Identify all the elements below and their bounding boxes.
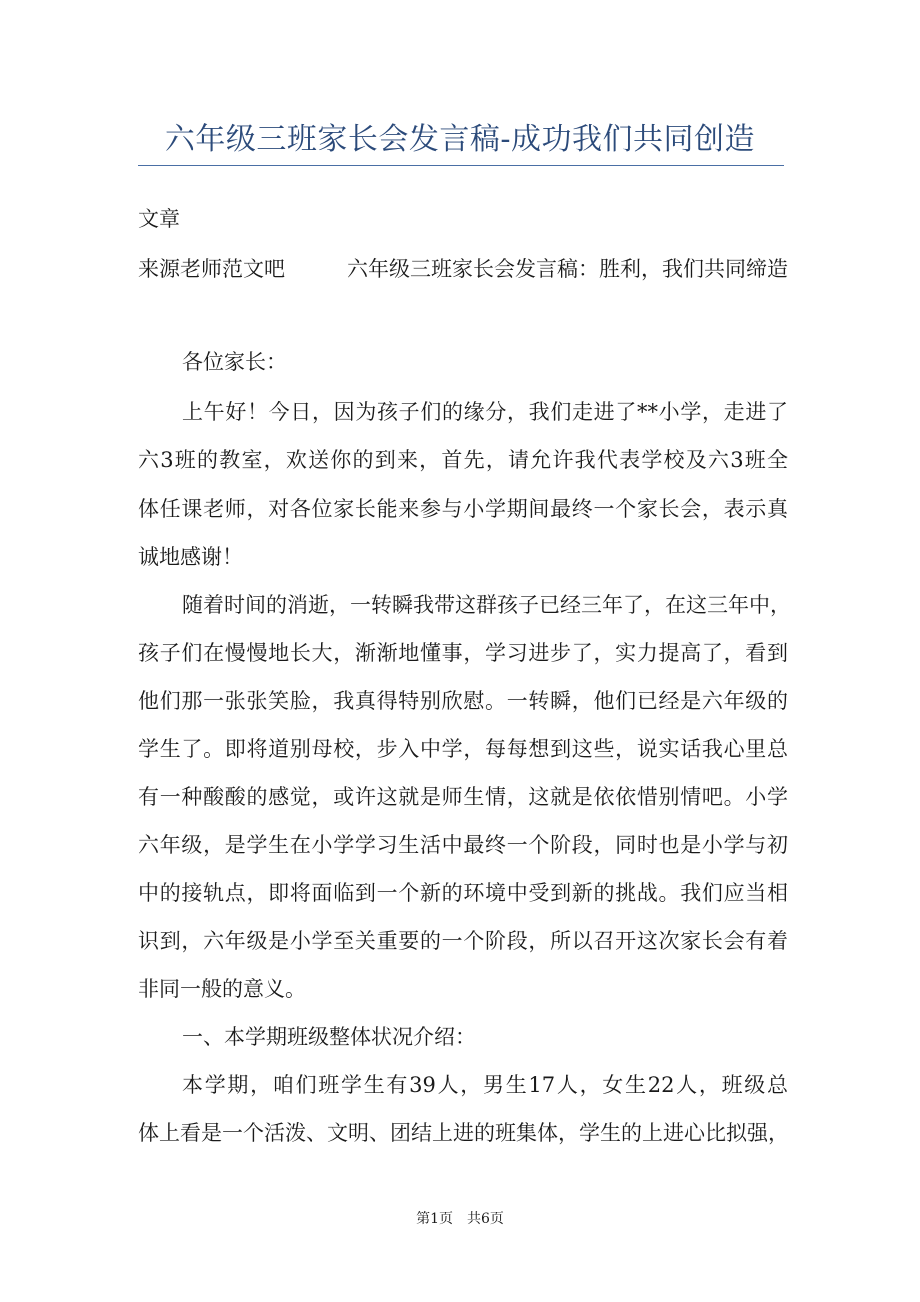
paragraph-line: 他们那一张张笑脸，我真得特别欣慰。一转瞬，他们已经是六年级的 — [138, 689, 788, 713]
title-divider — [138, 165, 784, 166]
meta-line-2 — [138, 253, 788, 283]
paragraph-line: 中的接轨点，即将面临到一个新的环境中受到新的挑战。我们应当相 — [138, 881, 788, 905]
section-heading: 一、本学期班级整体状况介绍： — [182, 1025, 476, 1049]
paragraph-line: 体上看是一个活泼、文明、团结上进的班集体，学生的上进心比拟强， — [138, 1121, 789, 1145]
paragraph-line: 孩子们在慢慢地长大，渐渐地懂事，学习进步了，实力提高了，看到 — [138, 641, 788, 665]
meta-line-1: 文章 — [138, 207, 180, 231]
paragraph-line: 有一种酸酸的感觉，或许这就是师生情，这就是依依惜别情吧。小学 — [138, 785, 788, 809]
meta-subtitle: 六年级三班家长会发言稿：胜利，我们共同缔造 — [347, 257, 788, 281]
paragraph-line: 本学期，咱们班学生有39人，男生17人，女生22人，班级总 — [182, 1073, 788, 1097]
greeting: 各位家长： — [182, 350, 287, 374]
page-footer: 第1页 共6页 — [416, 1211, 504, 1227]
document-title: 六年级三班家长会发言稿-成功我们共同创造 — [164, 122, 756, 157]
paragraph-line: 随着时间的消逝，一转瞬我带这群孩子已经三年了，在这三年中， — [182, 593, 791, 617]
meta-source: 来源老师范文吧 — [138, 257, 285, 281]
paragraph-line: 体任课老师，对各位家长能来参与小学期间最终一个家长会，表示真 — [138, 497, 788, 521]
paragraph-line: 六3班的教室，欢送你的到来，首先，请允许我代表学校及六3班全 — [138, 448, 788, 472]
paragraph-line: 诚地感谢！ — [138, 545, 243, 569]
paragraph-line: 六年级，是学生在小学学习生活中最终一个阶段，同时也是小学与初 — [138, 833, 788, 857]
paragraph-line: 识到，六年级是小学至关重要的一个阶段，所以召开这次家长会有着 — [138, 929, 788, 953]
paragraph-line: 学生了。即将道别母校，步入中学，每每想到这些，说实话我心里总 — [138, 737, 788, 761]
paragraph-line: 非同一般的意义。 — [138, 977, 306, 1001]
paragraph-line: 上午好！今日，因为孩子们的缘分，我们走进了**小学，走进了 — [182, 400, 788, 424]
